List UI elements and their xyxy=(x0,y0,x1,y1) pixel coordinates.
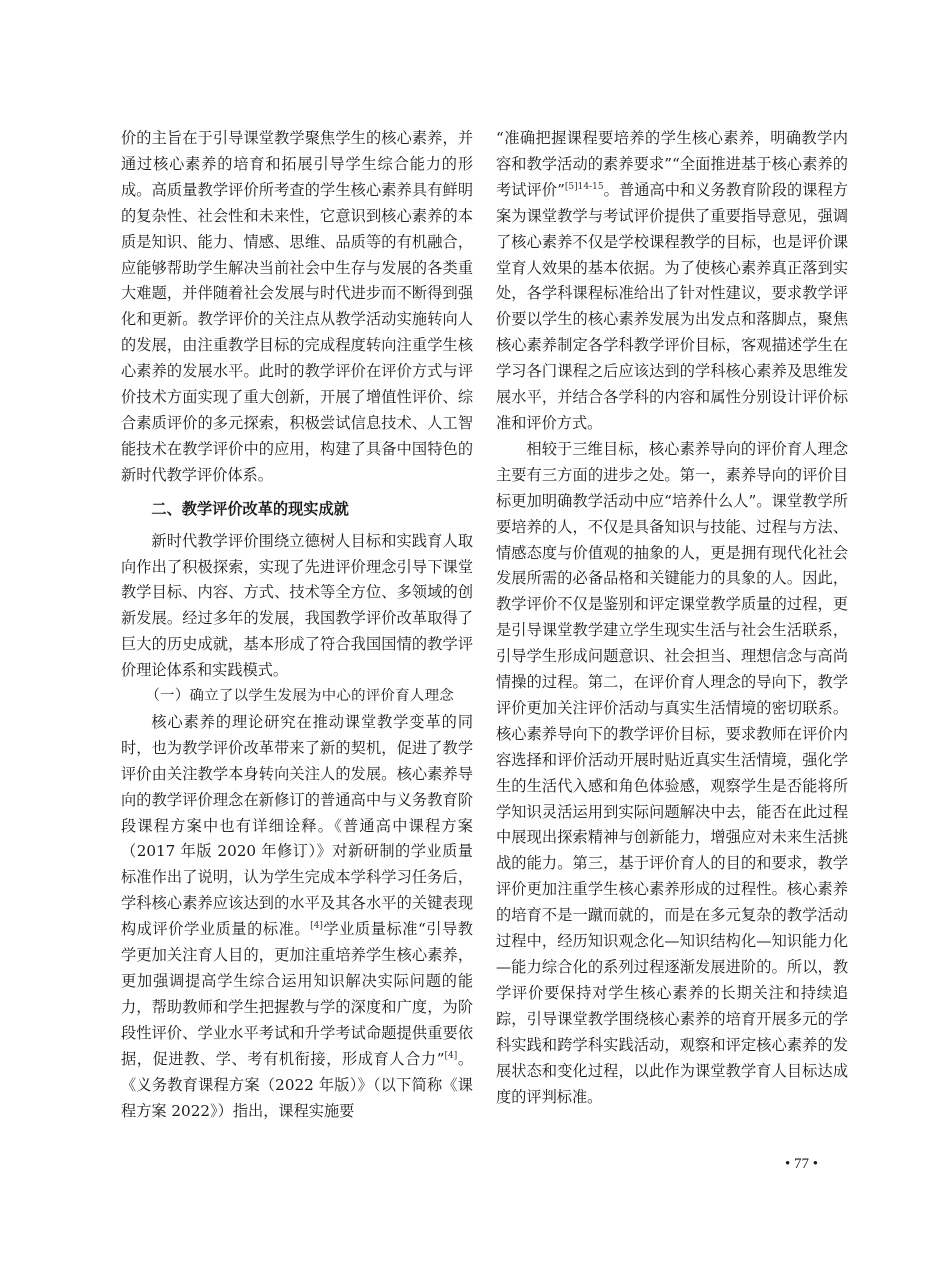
paragraph-evaluation-focus: 价的主旨在于引导课堂教学聚焦学生的核心素养，并通过核心素养的培育和拓展引导学生综合能力的形成。高质量教学评价所考查的学生核心素养具有鲜明的复杂性、社会性和未来性，它意识到核心素养的本质是知识、能力、情感、思维、品质等的有机融合，应能够帮助学生解决当前社会中生存与发展的各类重大难题，并伴随着社会发展与时代进步而不断得到强化和更新。教学评价的关注点从教学活动实施转向人的发展，由注重教学目标的完成程度转向注重学生核心素养的发展水平。此时的教学评价在评价方式与评价技术方面实现了重大创新，开展了增值性评价、综合素质评价的多元探索，积极尝试信息技术、人工智能技术在教学评价中的应用，构建了具备中国特色的新时代教学评价体系。 xyxy=(121,129,473,484)
paragraph-text: 核心素养的理论研究在推动课堂教学变革的同时，也为教学评价改革带来了新的契机，促进了教学评价由关注教学本身转向关注人的发展。核心素养导向的教学评价理念在新修订的普通高中与义务教育阶段课程方案中也有详细诠释。《普通高中课程方案（2017 年版 2020 年修订）》对新研制的学业质量标准作出了说明，认为学生完成本学科学习任务后，学科核心素养应该达到的水平及其各水平的关键表现构成评价学业质量的标准。 xyxy=(121,712,473,939)
page-number: • 77 • xyxy=(785,1156,819,1172)
paragraph-text: 。《义务教育课程方案（2022 年版）》（以下简称《课程方案 2022》）指出，课程实施要 xyxy=(121,1049,474,1120)
left-column xyxy=(121,126,473,1124)
section-heading-achievements: 二、教学评价改革的现实成就 xyxy=(151,499,349,518)
paragraph-new-era-evaluation: 新时代教学评价围绕立德树人目标和实践育人取向作出了积极探索，实现了先进评价理念引导下课堂教学目标、内容、方式、技术等全方位、多领域的创新发展。经过多年的发展，我国教学评价改革取得了巨大的历史成就，基本形成了符合我国国情的教学评价理论体系和实践模式。 xyxy=(121,531,473,680)
citation-ref: [5]14-15 xyxy=(564,181,604,192)
subsection-heading-student-centered: （一）确立了以学生发展为中心的评价育人理念 xyxy=(145,688,454,705)
right-column xyxy=(496,126,848,1110)
paragraph-text: 学业质量标准“引导教学更加关注育人目的，更加注重培养学生核心素养，更加强调提高学生综合运用知识解决实际问题的能力，帮助教师和学生把握教与学的深度和广度，为阶段性评价、学业水平考试和升学考试命题提供重要依据，促进教、学、考有机衔接，形成育人合力” xyxy=(121,920,473,1068)
paragraph-three-advances: 相较于三维目标，核心素养导向的评价育人理念主要有三方面的进步之处。第一，素养导向的评价目标更加明确教学活动中应“培养什么人”。课堂教学所要培养的人，不仅是具备知识与技能、过程与方法、情感态度与价值观的抽象的人，更是拥有现代化社会发展所需的必备品格和关键能力的具象的人。因此，教学评价不仅是鉴别和评定课堂教学质量的过程，更是引导课堂教学建立学生现实生活与社会生活联系，引导学生形成问题意识、社会担当、理想信念与高尚情操的过程。第二，在评价育人理念的导向下，教学评价更加关注评价活动与真实生活情境的密切联系。核心素养导向下的教学评价目标，要求教师在评价内容选择和评价活动开展时贴近真实生活情境，强化学生的生活代入感和角色体验感，观察学生是否能将所学知识灵活运用到实际问题解决中去，能否在此过程中展现出探索精神与创新能力，增强应对未来生活挑战的能力。第三，基于评价育人的目的和要求，教学评价更加注重学生核心素养形成的过程性。核心素养的培育不是一蹴而就的，而是在多元复杂的教学活动过程中，经历知识观念化—知识结构化—知识能力化—能力综合化的系列过程逐渐发展进阶的。所以，教学评价要保持对学生核心素养的长期关注和持续追踪，引导课堂教学围绕核心素养的培育开展多元的学科实践和跨学科实践活动，观察和评定核心素养的发展状态和变化过程，以此作为课堂教学育人目标达成度的评判标准。 xyxy=(496,439,848,1106)
paragraph-text: 。普通高中和义务教育阶段的课程方案为课堂教学与考试评价提供了重要指导意见，强调了核心素养不仅是学校课程教学的目标，也是评价课堂育人效果的基本依据。为了使核心素养真正落到实处，各学科课程标准给出了针对性建议，要求教学评价要以学生的核心素养发展为出发点和落脚点，聚焦核心素养制定各学科教学评价目标，客观描述学生在学习各门课程之后应该达到的学科核心素养及思维发展水平，并结合各学科的内容和属性分别设计评价标准和评价方式。 xyxy=(496,180,849,432)
paragraph-curriculum-plan xyxy=(496,126,848,437)
citation-ref: [4] xyxy=(310,921,323,932)
paragraph-text: “准确把握课程要培养的学生核心素养，明确教学内容和教学活动的素养要求”“全面推进基于核心素养的考试评价” xyxy=(496,129,848,199)
paragraph-core-competency-theory xyxy=(121,710,473,1125)
citation-ref: [4] xyxy=(444,1050,458,1061)
